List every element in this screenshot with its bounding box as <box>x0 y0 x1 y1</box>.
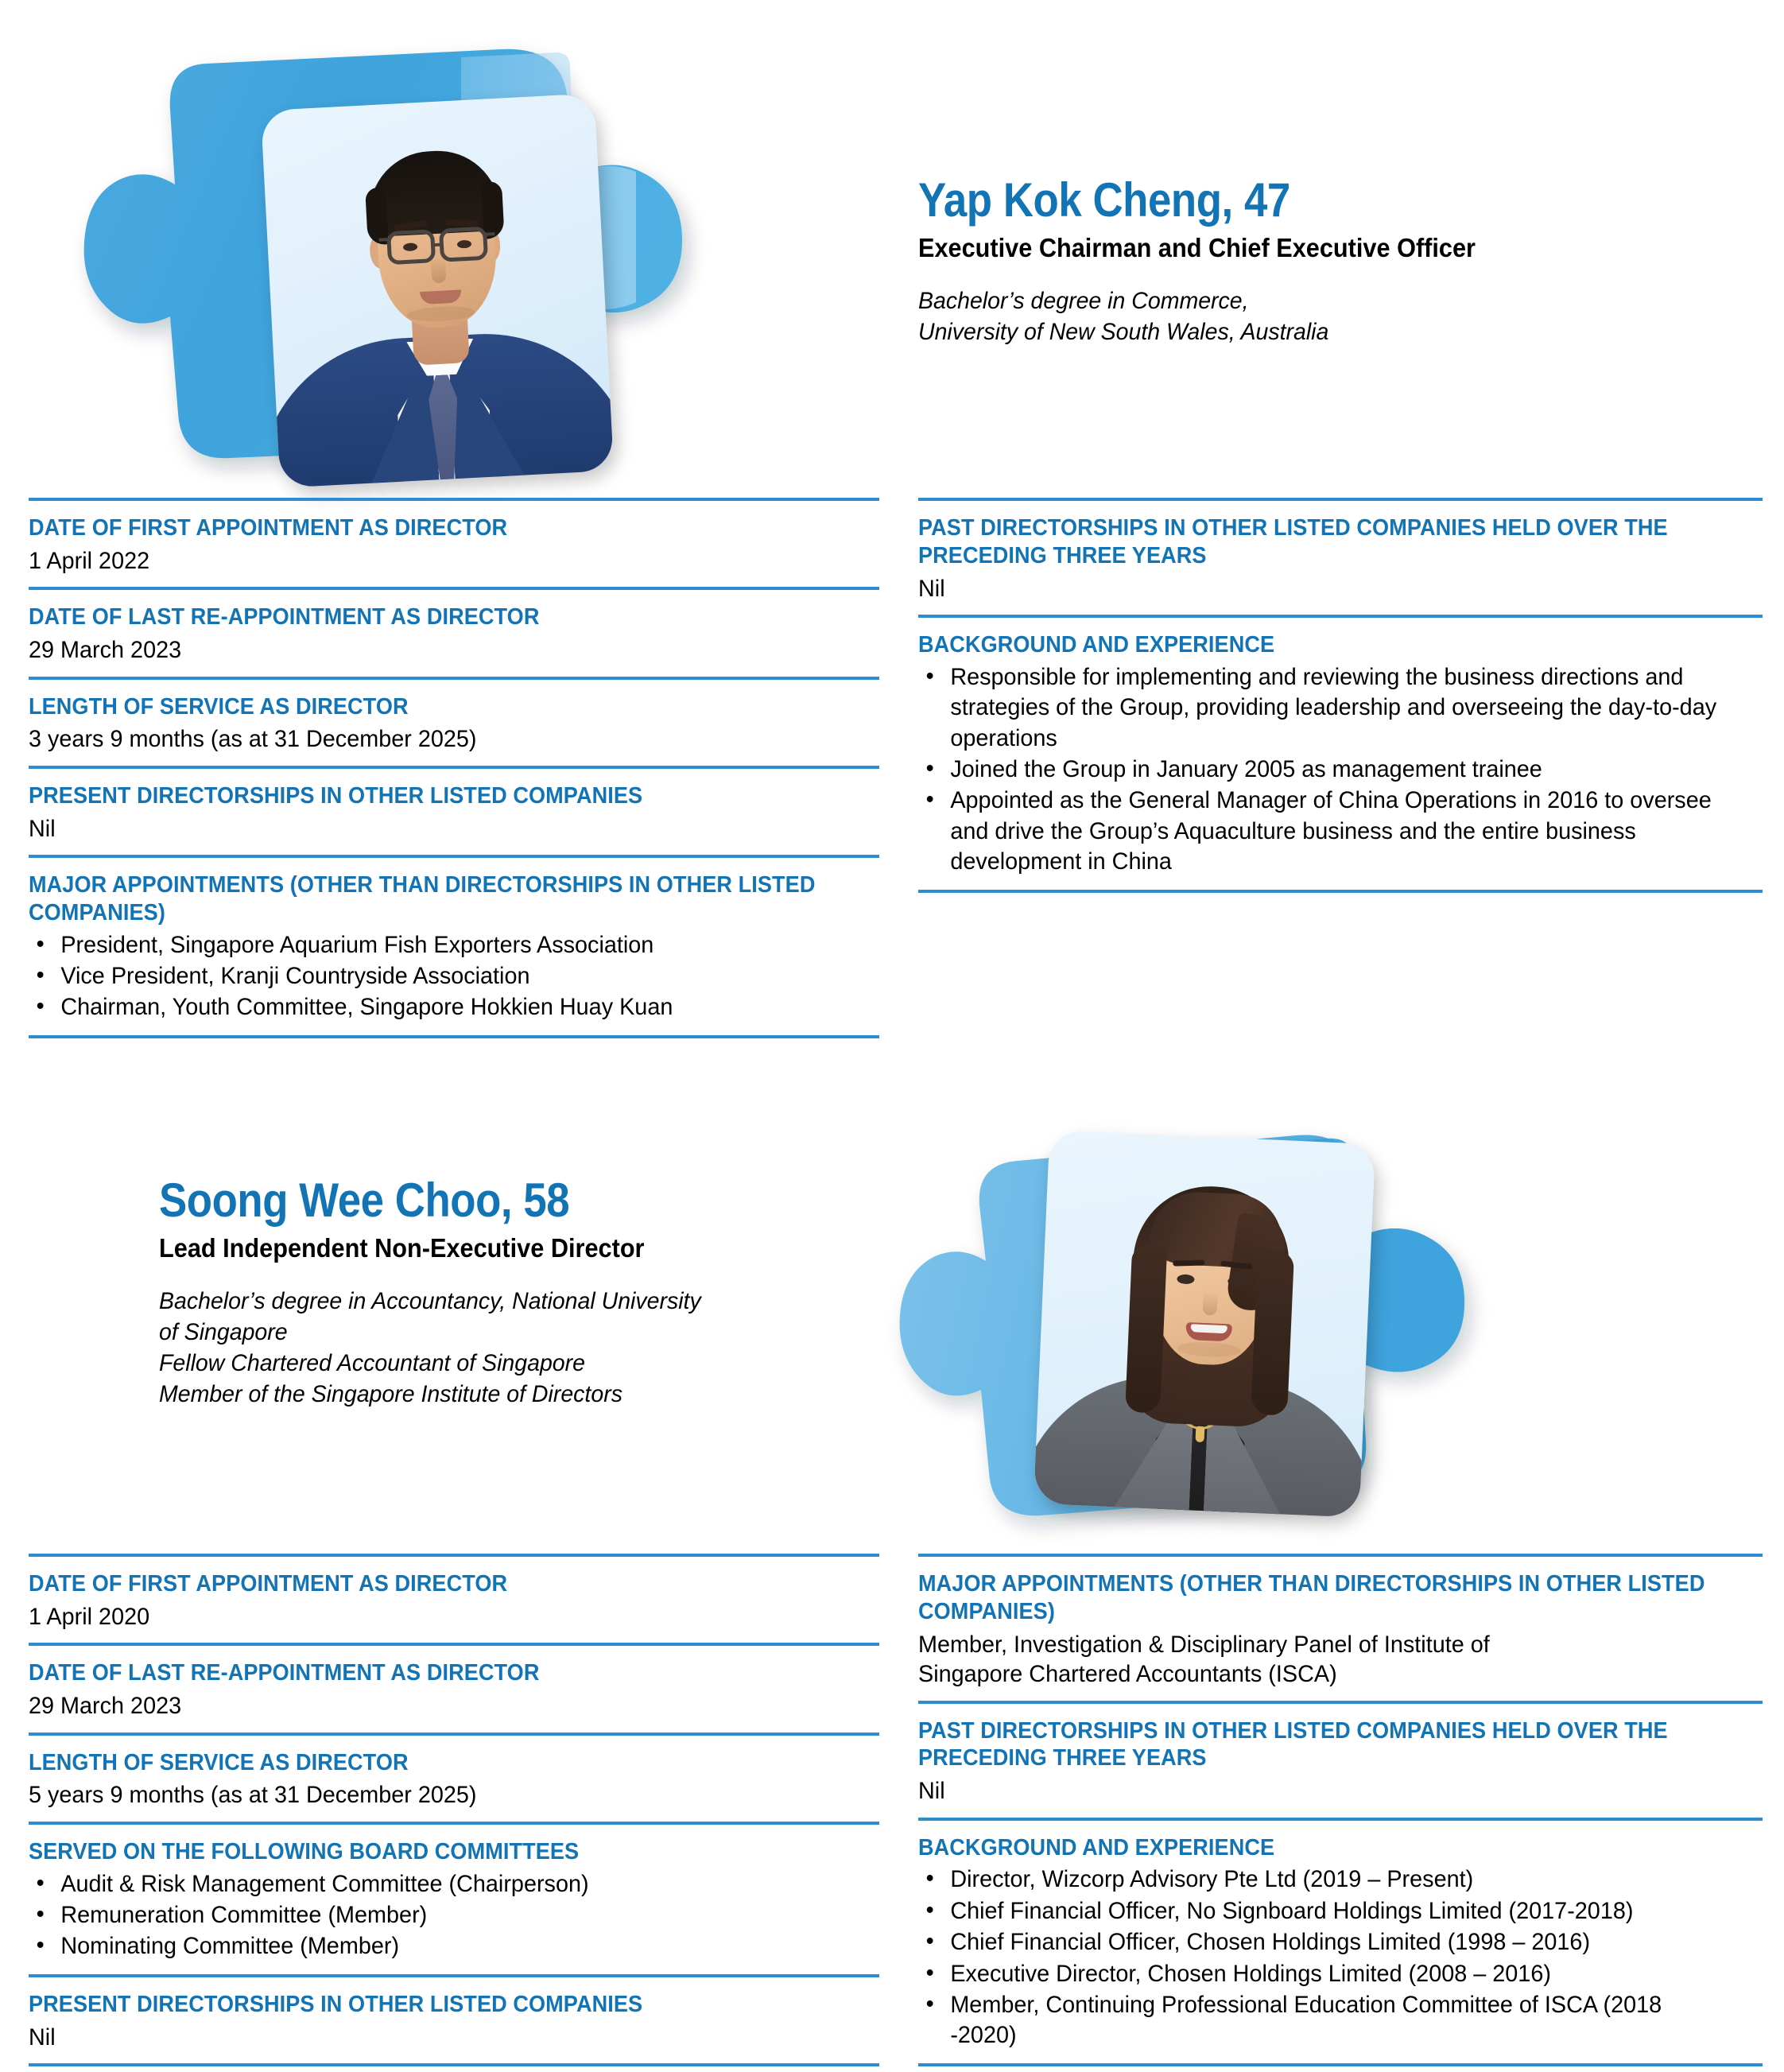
section-value: 29 March 2023 <box>29 637 182 664</box>
section-value: Nil <box>918 575 945 602</box>
profile-2-right-column <box>918 1554 1763 2066</box>
section-date-first-appointment: DATE OF FIRST APPOINTMENT AS DIRECTOR 1 April 2022 <box>29 498 879 587</box>
section-date-first-appointment: DATE OF FIRST APPOINTMENT AS DIRECTOR 1 April 2020 <box>29 1554 879 1643</box>
section-present-directorships: PRESENT DIRECTORSHIPS IN OTHER LISTED COMPANIES Nil <box>29 766 879 855</box>
section-date-last-reappointment: DATE OF LAST RE-APPOINTMENT AS DIRECTOR 29 March 2023 <box>29 587 879 676</box>
list-item: • Executive Director, Chosen Holdings Limited (2008 – 2016) <box>918 1959 1729 1989</box>
director-name-2: Soong Wee Choo, 58 <box>159 1174 570 1227</box>
list-item: • Vice President, Kranji Countryside Association <box>29 961 845 991</box>
director-role-2: Lead Independent Non-Executive Director <box>159 1233 645 1263</box>
list-item: • Responsible for implementing and reviewing the business directions and strategies of the Group, providing leadership and overseeing the day-to-day operations <box>918 662 1729 754</box>
profile-header-1 <box>918 173 1761 347</box>
director-qualifications-2: Bachelor’s degree in Accountancy, National University of Singapore Fellow Chartered Accountant of Singapore Member of the Singapore Institute of Directors <box>159 1287 701 1407</box>
section-background-experience: BACKGROUND AND EXPERIENCE • Director, Wizcorp Advisory Pte Ltd (2019 – Present) • Chief Financial Officer, No Signboard Holdings Limited (2017-2018) • Chief Financial Officer, Chosen Holdings Limited (1998 – 2016) • Executive Director, Chosen Holdings Limited (2008 – 2016) • Member, Continuing Professional Education Committee of ISCA (2018 -2020) <box>918 1818 1763 2066</box>
section-divider <box>918 2063 1763 2066</box>
list-item: • Member, Continuing Professional Education Committee of ISCA (2018 -2020) <box>918 1990 1729 2051</box>
list-item: • Appointed as the General Manager of China Operations in 2016 to oversee and drive the Group’s Aquaculture business and the entire business development in China <box>918 786 1729 877</box>
section-major-appointments: MAJOR APPOINTMENTS (OTHER THAN DIRECTORSHIPS IN OTHER LISTED COMPANIES) Member, Investigation & Disciplinary Panel of Institute of Singapore Chartered Accountants (ISCA) <box>918 1554 1763 1701</box>
director-photo-1 <box>261 93 614 487</box>
section-value: 29 March 2023 <box>29 1693 182 1720</box>
section-divider <box>29 1035 879 1038</box>
section-value: Nil <box>918 1778 945 1805</box>
list-item: • Chairman, Youth Committee, Singapore Hokkien Huay Kuan <box>29 992 845 1022</box>
section-value: Nil <box>29 815 56 842</box>
section-major-appointments: MAJOR APPOINTMENTS (OTHER THAN DIRECTORSHIPS IN OTHER LISTED COMPANIES) • President, Singapore Aquarium Fish Exporters Association • Vice President, Kranji Countryside Association • Chairman, Youth Committee, Singapore Hokkien Huay Kuan <box>29 855 879 1038</box>
section-present-directorships: PRESENT DIRECTORSHIPS IN OTHER LISTED COMPANIES Nil <box>29 1974 879 2066</box>
list-item: • Nominating Committee (Member) <box>29 1931 845 1961</box>
section-value: Nil <box>29 2023 56 2051</box>
section-past-directorships: PAST DIRECTORSHIPS IN OTHER LISTED COMPANIES HELD OVER THE PRECEDING THREE YEARS Nil <box>918 498 1763 615</box>
section-value: 1 April 2020 <box>29 1603 150 1630</box>
section-bullet-list <box>29 1866 845 1974</box>
list-item: • Director, Wizcorp Advisory Pte Ltd (2019 – Present) <box>918 1864 1729 1895</box>
section-value: Member, Investigation & Disciplinary Panel of Institute of Singapore Chartered Accountants (ISCA) <box>918 1631 1490 1688</box>
section-length-of-service: LENGTH OF SERVICE AS DIRECTOR 5 years 9 months (as at 31 December 2025) <box>29 1732 879 1822</box>
section-divider <box>29 2063 879 2066</box>
section-value: 5 years 9 months (as at 31 December 2025) <box>29 1782 477 1809</box>
list-item: • Joined the Group in January 2005 as management trainee <box>918 755 1729 785</box>
profile-header-2 <box>159 1174 922 1410</box>
director-photo-2 <box>1034 1130 1375 1517</box>
section-value: 1 April 2022 <box>29 547 150 574</box>
profile-2-left-column <box>29 1554 879 2066</box>
list-item: • Chief Financial Officer, No Signboard Holdings Limited (2017-2018) <box>918 1896 1729 1926</box>
profile-1-left-column <box>29 498 879 1038</box>
section-board-committees: SERVED ON THE FOLLOWING BOARD COMMITTEES • Audit & Risk Management Committee (Chairperson) • Remuneration Committee (Member) • Nominating Committee (Member) <box>29 1822 879 1974</box>
list-item: • Audit & Risk Management Committee (Chairperson) <box>29 1869 845 1899</box>
section-length-of-service: LENGTH OF SERVICE AS DIRECTOR 3 years 9 months (as at 31 December 2025) <box>29 677 879 766</box>
section-bullet-list <box>918 659 1729 890</box>
list-item: • Chief Financial Officer, Chosen Holdings Limited (1998 – 2016) <box>918 1927 1729 1958</box>
profile-1-right-column <box>918 498 1763 893</box>
section-background-experience: BACKGROUND AND EXPERIENCE • Responsible for implementing and reviewing the business directions and strategies of the Group, providing leadership and overseeing the day-to-day operations • Joined the Group in January 2005 as management trainee • Appointed as the General Manager of China Operations in 2016 to oversee and drive the Group’s Aquaculture business and the entire business development in China <box>918 615 1763 893</box>
list-item: • President, Singapore Aquarium Fish Exporters Association <box>29 930 845 960</box>
section-bullet-list <box>29 927 845 1035</box>
director-qualifications-1: Bachelor’s degree in Commerce, University of New South Wales, Australia <box>918 287 1329 345</box>
section-value: 3 years 9 months (as at 31 December 2025) <box>29 726 477 753</box>
section-date-last-reappointment: DATE OF LAST RE-APPOINTMENT AS DIRECTOR 29 March 2023 <box>29 1643 879 1732</box>
list-item: • Remuneration Committee (Member) <box>29 1900 845 1930</box>
section-divider <box>918 890 1763 893</box>
director-name-1: Yap Kok Cheng, 47 <box>918 173 1290 227</box>
director-role-1: Executive Chairman and Chief Executive Officer <box>918 233 1476 262</box>
section-past-directorships: PAST DIRECTORSHIPS IN OTHER LISTED COMPANIES HELD OVER THE PRECEDING THREE YEARS Nil <box>918 1701 1763 1818</box>
section-bullet-list <box>918 1861 1729 2062</box>
